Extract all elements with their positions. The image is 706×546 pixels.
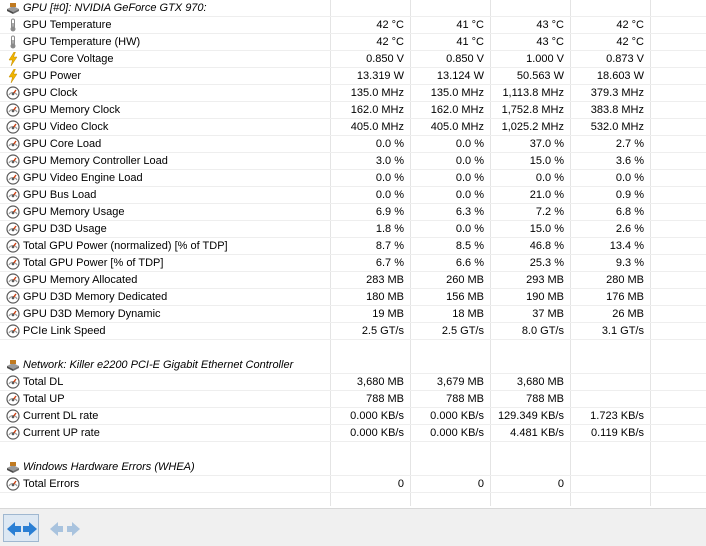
average-value: 3.6 % — [615, 155, 644, 167]
sensor-label: Total UP — [23, 393, 65, 405]
thermometer-icon — [6, 18, 20, 32]
gauge-icon — [6, 290, 20, 304]
min-value: 405.0 MHz — [430, 121, 484, 133]
current-value: 6.7 % — [375, 257, 404, 269]
max-value: 8.0 GT/s — [521, 325, 564, 337]
average-value: 9.3 % — [615, 257, 644, 269]
current-value: 8.7 % — [375, 240, 404, 252]
min-value: 0.000 KB/s — [430, 410, 484, 422]
max-value: 4.481 KB/s — [510, 427, 564, 439]
average-value: 280 MB — [606, 274, 644, 286]
sensor-row[interactable] — [0, 204, 706, 221]
gauge-icon — [6, 375, 20, 389]
gauge-icon — [6, 307, 20, 321]
sensor-row[interactable] — [0, 221, 706, 238]
average-value: 176 MB — [606, 291, 644, 303]
average-value: 26 MB — [612, 308, 644, 320]
max-value: 7.2 % — [535, 206, 564, 218]
section-header[interactable] — [0, 357, 706, 374]
sensor-row[interactable] — [0, 255, 706, 272]
average-value: 2.7 % — [615, 138, 644, 150]
sensor-row[interactable] — [0, 289, 706, 306]
average-value: 6.8 % — [615, 206, 644, 218]
max-value: 1,752.8 MHz — [501, 104, 564, 116]
sensor-row[interactable] — [0, 272, 706, 289]
sensor-row[interactable] — [0, 170, 706, 187]
lightning-icon — [6, 52, 20, 66]
gauge-icon — [6, 273, 20, 287]
min-value: 788 MB — [446, 393, 484, 405]
current-value: 3.0 % — [375, 155, 404, 167]
min-value: 2.5 GT/s — [441, 325, 484, 337]
min-value: 135.0 MHz — [430, 87, 484, 99]
section-header[interactable] — [0, 459, 706, 476]
gauge-icon — [6, 324, 20, 338]
average-value: 0.9 % — [615, 189, 644, 201]
sensor-row[interactable] — [0, 408, 706, 425]
average-value: 42 °C — [616, 36, 644, 48]
current-value: 405.0 MHz — [350, 121, 404, 133]
min-value: 6.3 % — [455, 206, 484, 218]
sensor-label: GPU Video Engine Load — [23, 172, 143, 184]
sensor-label: Total Errors — [23, 478, 80, 490]
sensor-row[interactable] — [0, 374, 706, 391]
current-value: 0.0 % — [375, 189, 404, 201]
sensor-row[interactable] — [0, 102, 706, 119]
gpu-card-icon — [6, 1, 20, 15]
min-value: 13.124 W — [436, 70, 484, 82]
sensor-row[interactable] — [0, 391, 706, 408]
min-value: 3,679 MB — [436, 376, 484, 388]
gauge-icon — [6, 103, 20, 117]
min-value: 0.0 % — [455, 155, 484, 167]
sensor-row[interactable] — [0, 238, 706, 255]
current-value: 0.850 V — [366, 53, 404, 65]
min-value: 6.6 % — [455, 257, 484, 269]
gauge-icon — [6, 120, 20, 134]
min-value: 41 °C — [456, 36, 484, 48]
max-value: 37 MB — [532, 308, 564, 320]
sensor-label: GPU Memory Controller Load — [23, 155, 168, 167]
min-value: 156 MB — [446, 291, 484, 303]
sensor-label: GPU Memory Allocated — [23, 274, 138, 286]
current-value: 13.319 W — [356, 70, 404, 82]
current-value: 0.0 % — [375, 138, 404, 150]
gauge-icon — [6, 222, 20, 236]
current-value: 0.0 % — [375, 172, 404, 184]
sensor-row[interactable] — [0, 306, 706, 323]
current-value: 135.0 MHz — [350, 87, 404, 99]
current-value: 6.9 % — [375, 206, 404, 218]
current-value: 0.000 KB/s — [350, 427, 404, 439]
gauge-icon — [6, 409, 20, 423]
average-value: 0.119 KB/s — [591, 427, 644, 439]
sensor-row[interactable] — [0, 119, 706, 136]
sensor-row[interactable] — [0, 187, 706, 204]
gauge-icon — [6, 188, 20, 202]
current-value: 788 MB — [366, 393, 404, 405]
current-value: 162.0 MHz — [350, 104, 404, 116]
sensor-label: GPU D3D Usage — [23, 223, 107, 235]
gauge-icon — [6, 205, 20, 219]
current-value: 283 MB — [366, 274, 404, 286]
max-value: 0.0 % — [535, 172, 564, 184]
max-value: 37.0 % — [529, 138, 564, 150]
sensor-label: GPU Core Voltage — [23, 53, 114, 65]
max-value: 25.3 % — [529, 257, 564, 269]
expand-collapse-button[interactable] — [3, 514, 39, 542]
min-value: 260 MB — [446, 274, 484, 286]
sensor-row[interactable] — [0, 34, 706, 51]
current-value: 42 °C — [376, 19, 404, 31]
gauge-icon — [6, 137, 20, 151]
sensor-label: GPU Clock — [23, 87, 78, 99]
section-title: Network: Killer e2200 PCI-E Gigabit Ethernet Controller — [23, 359, 294, 371]
max-value: 43 °C — [536, 19, 564, 31]
min-value: 0.850 V — [446, 53, 484, 65]
sensor-row[interactable] — [0, 323, 706, 340]
min-value: 0 — [477, 478, 484, 490]
min-value: 0.0 % — [455, 138, 484, 150]
min-value: 8.5 % — [455, 240, 484, 252]
max-value: 190 MB — [526, 291, 564, 303]
section-title: GPU [#0]: NVIDIA GeForce GTX 970: — [23, 2, 207, 14]
sensor-label: Total GPU Power [% of TDP] — [23, 257, 164, 269]
sensor-label: GPU Temperature (HW) — [23, 36, 141, 48]
reset-button[interactable] — [46, 514, 82, 542]
sensor-label: PCIe Link Speed — [23, 325, 106, 337]
sensor-label: GPU Power — [23, 70, 82, 82]
section-header[interactable] — [0, 0, 706, 17]
sensor-row[interactable] — [0, 425, 706, 442]
min-value: 162.0 MHz — [430, 104, 484, 116]
sensor-row[interactable] — [0, 68, 706, 85]
max-value: 1.000 V — [526, 53, 564, 65]
max-value: 1,113.8 MHz — [502, 87, 564, 99]
current-value: 0 — [397, 478, 404, 490]
network-card-icon — [6, 358, 20, 372]
max-value: 129.349 KB/s — [497, 410, 564, 422]
min-value: 41 °C — [456, 19, 484, 31]
double-arrow-icon — [6, 518, 38, 540]
current-value: 42 °C — [376, 36, 404, 48]
sensor-row[interactable] — [0, 17, 706, 34]
sensor-label: GPU D3D Memory Dedicated — [23, 291, 168, 303]
sensor-row[interactable] — [0, 476, 706, 493]
current-value: 2.5 GT/s — [361, 325, 404, 337]
sensor-label: GPU Core Load — [23, 138, 102, 150]
sensor-label: GPU Bus Load — [23, 189, 97, 201]
sensor-label: GPU Memory Usage — [23, 206, 125, 218]
current-value: 0.000 KB/s — [350, 410, 404, 422]
sensor-label: GPU Memory Clock — [23, 104, 121, 116]
gauge-icon — [6, 171, 20, 185]
max-value: 0 — [557, 478, 564, 490]
current-value: 3,680 MB — [356, 376, 404, 388]
max-value: 50.563 W — [516, 70, 564, 82]
min-value: 18 MB — [452, 308, 484, 320]
average-value: 3.1 GT/s — [601, 325, 644, 337]
average-value: 1.723 KB/s — [590, 410, 644, 422]
average-value: 383.8 MHz — [590, 104, 644, 116]
gauge-icon — [6, 154, 20, 168]
section-title: Windows Hardware Errors (WHEA) — [23, 461, 195, 473]
gauge-icon — [6, 239, 20, 253]
sensor-row[interactable] — [0, 51, 706, 68]
gauge-icon — [6, 477, 20, 491]
average-value: 0.0 % — [615, 172, 644, 184]
double-arrow-faded-icon — [49, 518, 81, 540]
min-value: 0.0 % — [455, 189, 484, 201]
max-value: 1,025.2 MHz — [501, 121, 564, 133]
whea-card-icon — [6, 460, 20, 474]
min-value: 0.0 % — [455, 172, 484, 184]
lightning-icon — [6, 69, 20, 83]
sensor-label: Current UP rate — [23, 427, 100, 439]
thermometer-icon — [6, 35, 20, 49]
sensor-label: GPU D3D Memory Dynamic — [23, 308, 161, 320]
average-value: 0.873 V — [606, 53, 644, 65]
max-value: 21.0 % — [529, 189, 564, 201]
min-value: 0.0 % — [455, 223, 484, 235]
max-value: 15.0 % — [529, 223, 564, 235]
current-value: 19 MB — [372, 308, 404, 320]
sensor-label: GPU Temperature — [23, 19, 112, 31]
max-value: 46.8 % — [529, 240, 564, 252]
average-value: 2.6 % — [615, 223, 644, 235]
sensor-row[interactable] — [0, 153, 706, 170]
average-value: 18.603 W — [596, 70, 644, 82]
current-value: 180 MB — [366, 291, 404, 303]
min-value: 0.000 KB/s — [430, 427, 484, 439]
sensor-label: Total GPU Power (normalized) [% of TDP] — [23, 240, 228, 252]
max-value: 43 °C — [536, 36, 564, 48]
sensor-label: GPU Video Clock — [23, 121, 109, 133]
max-value: 3,680 MB — [516, 376, 564, 388]
max-value: 15.0 % — [529, 155, 564, 167]
max-value: 293 MB — [526, 274, 564, 286]
average-value: 42 °C — [616, 19, 644, 31]
current-value: 1.8 % — [375, 223, 404, 235]
sensor-label: Current DL rate — [23, 410, 99, 422]
sensor-row[interactable] — [0, 85, 706, 102]
gauge-icon — [6, 86, 20, 100]
gauge-icon — [6, 426, 20, 440]
gauge-icon — [6, 256, 20, 270]
average-value: 13.4 % — [609, 240, 644, 252]
sensor-row[interactable] — [0, 136, 706, 153]
bottom-toolbar — [0, 508, 706, 546]
gauge-icon — [6, 392, 20, 406]
sensor-label: Total DL — [23, 376, 64, 388]
average-value: 379.3 MHz — [590, 87, 644, 99]
max-value: 788 MB — [526, 393, 564, 405]
average-value: 532.0 MHz — [590, 121, 644, 133]
